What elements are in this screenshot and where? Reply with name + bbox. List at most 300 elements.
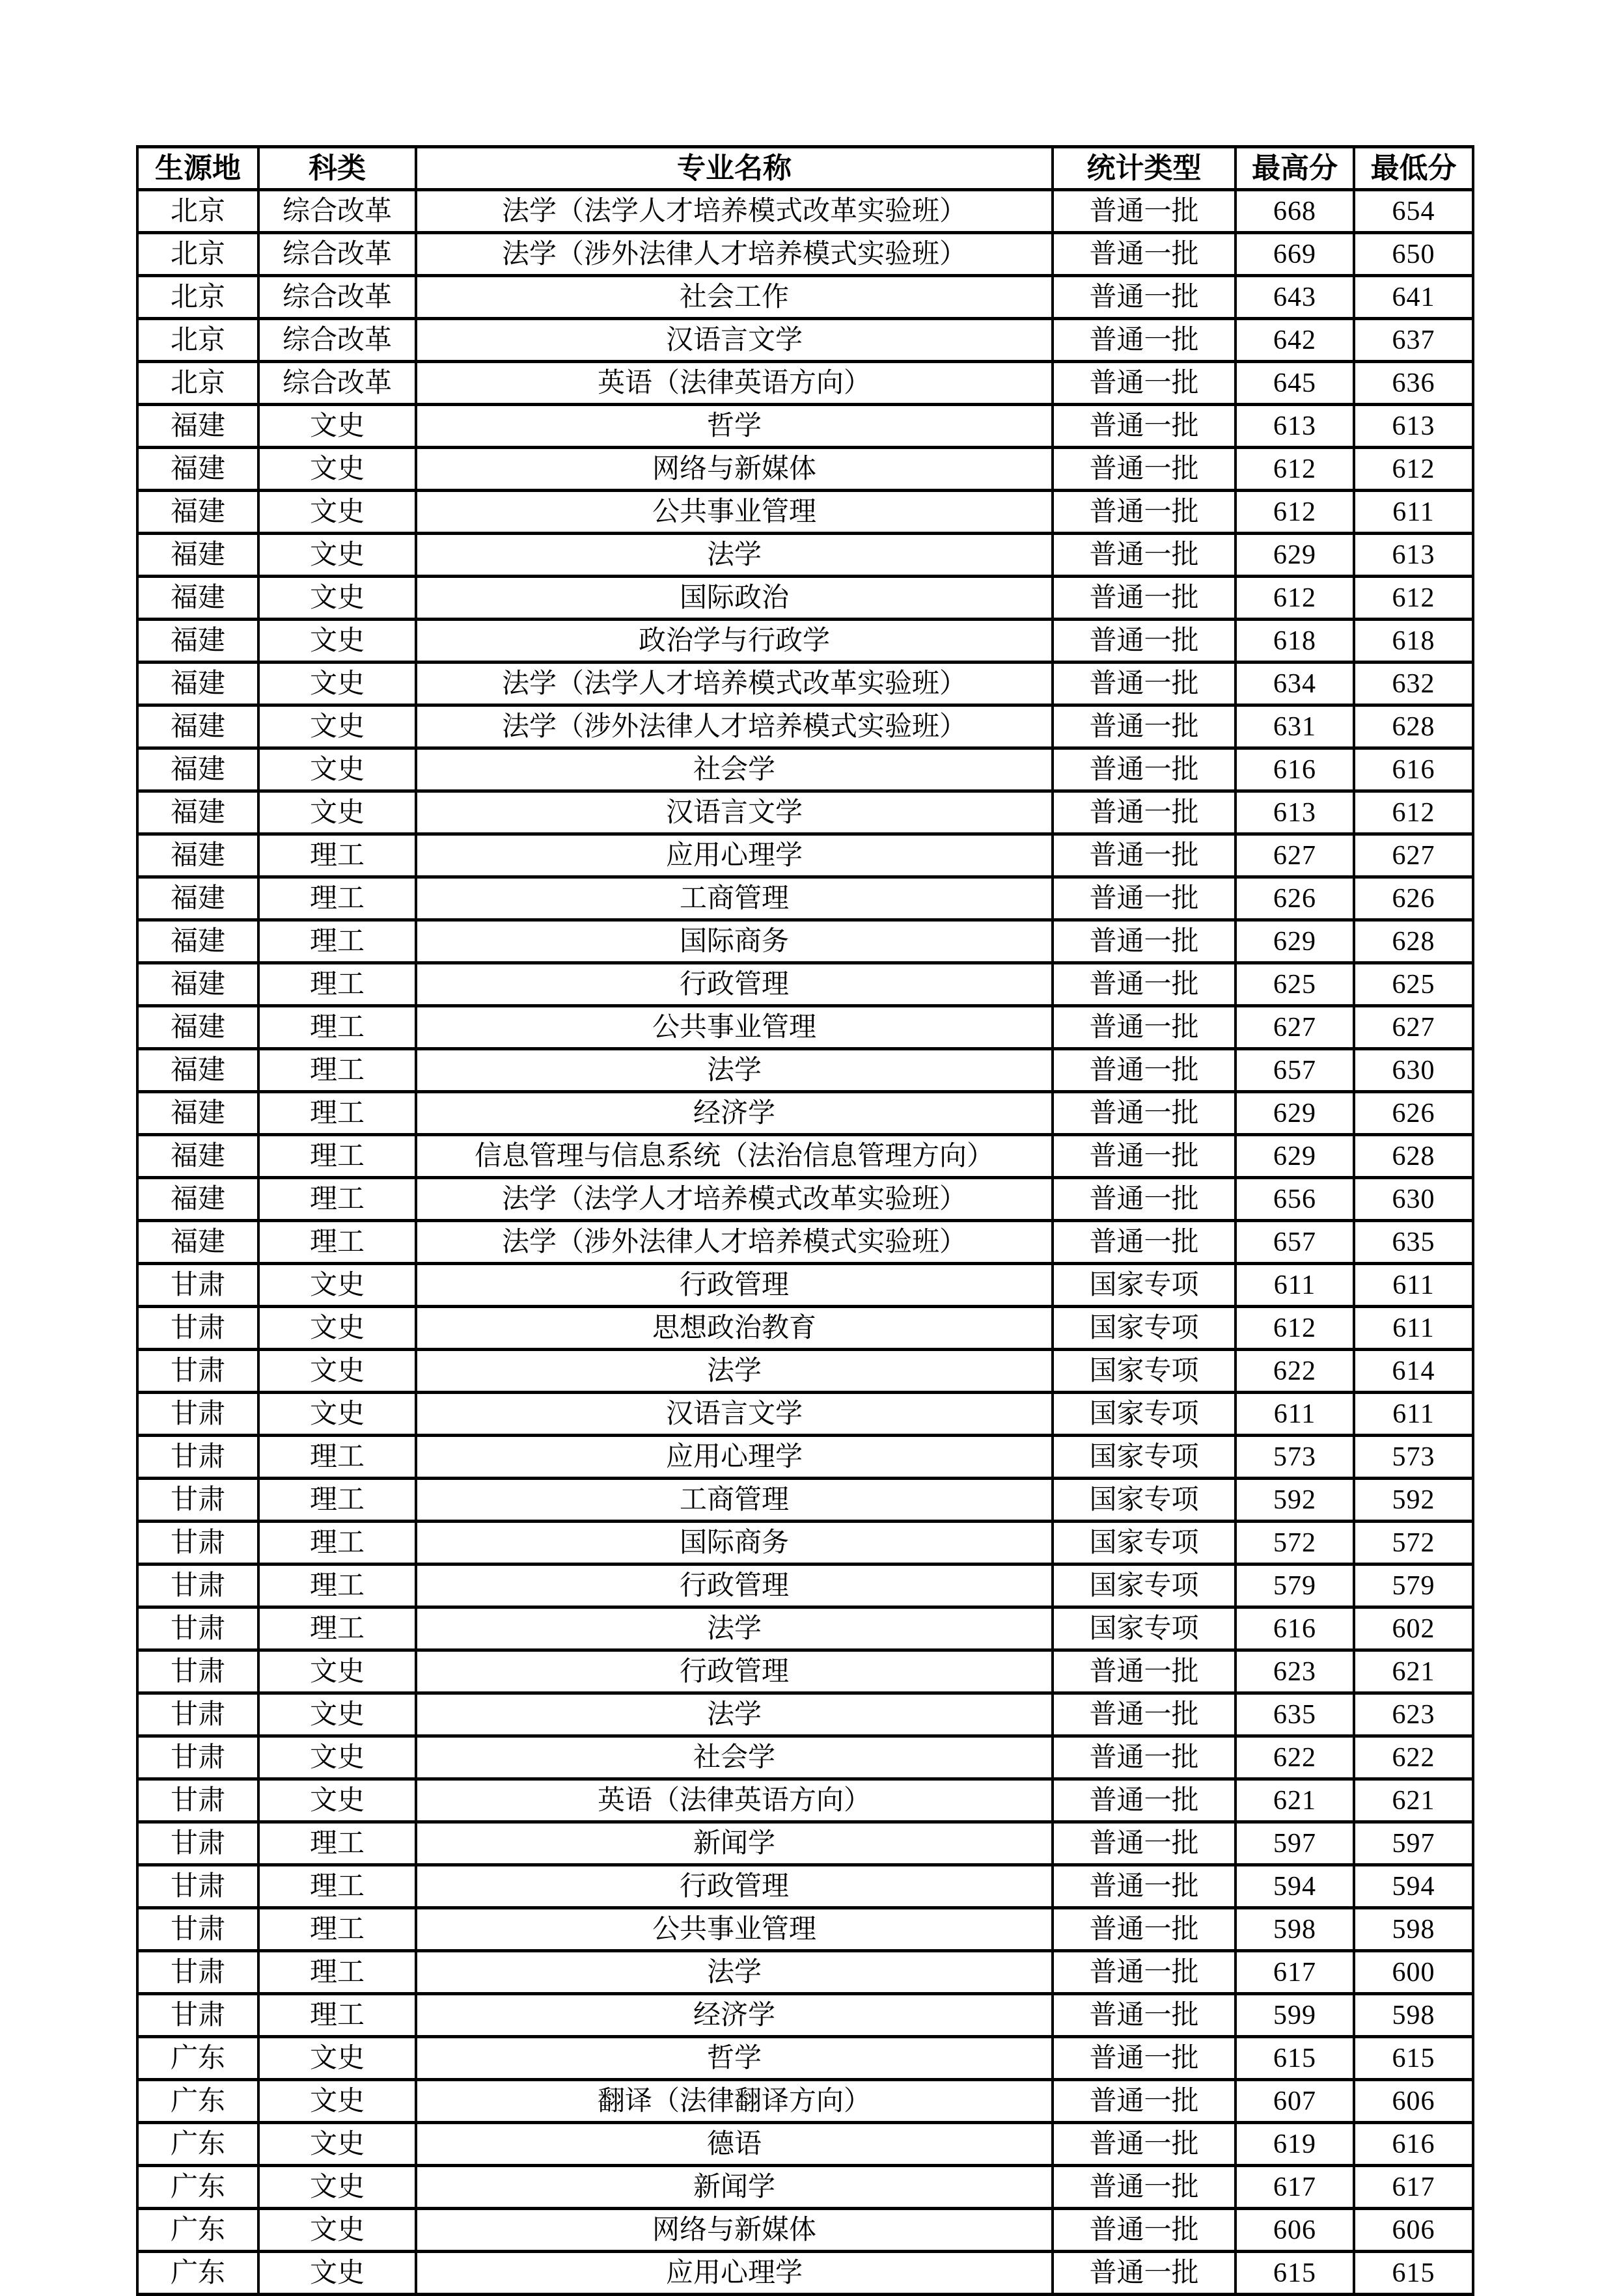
- cell-major: 法学（法学人才培养模式改革实验班）: [416, 1178, 1053, 1221]
- cell-min-score: 621: [1354, 1779, 1473, 1822]
- table-row: [137, 1307, 1473, 1350]
- cell-province: 广东: [137, 2037, 258, 2080]
- table-row: [137, 1607, 1473, 1650]
- cell-category: 文史: [258, 1307, 416, 1350]
- cell-min-score: 617: [1354, 2166, 1473, 2209]
- cell-min-score: 594: [1354, 1865, 1473, 1908]
- cell-category: 文史: [258, 1264, 416, 1307]
- cell-major: 德语: [416, 2123, 1053, 2166]
- cell-max-score: 642: [1235, 319, 1354, 362]
- cell-category: 综合改革: [258, 276, 416, 319]
- cell-min-score: 626: [1354, 877, 1473, 920]
- cell-max-score: 657: [1235, 1049, 1354, 1092]
- cell-province: 甘肃: [137, 1607, 258, 1650]
- table-row: [137, 1951, 1473, 1994]
- table-row: [137, 1006, 1473, 1049]
- cell-major: 行政管理: [416, 963, 1053, 1006]
- table-row: [137, 491, 1473, 534]
- cell-max-score: 634: [1235, 663, 1354, 705]
- cell-major: 汉语言文学: [416, 1393, 1053, 1436]
- cell-category: 文史: [258, 577, 416, 620]
- cell-major: 法学: [416, 1350, 1053, 1393]
- cell-category: 文史: [258, 1779, 416, 1822]
- cell-stat-type: 国家专项: [1053, 1350, 1235, 1393]
- cell-category: 文史: [258, 663, 416, 705]
- cell-max-score: 625: [1235, 963, 1354, 1006]
- cell-min-score: 613: [1354, 534, 1473, 577]
- cell-province: 甘肃: [137, 1951, 258, 1994]
- cell-min-score: 614: [1354, 1350, 1473, 1393]
- cell-province: 北京: [137, 190, 258, 233]
- cell-stat-type: 普通一批: [1053, 2252, 1235, 2295]
- cell-min-score: 641: [1354, 276, 1473, 319]
- cell-max-score: 618: [1235, 620, 1354, 663]
- cell-max-score: 613: [1235, 405, 1354, 448]
- cell-min-score: 625: [1354, 963, 1473, 1006]
- cell-max-score: 622: [1235, 1736, 1354, 1779]
- cell-category: 综合改革: [258, 319, 416, 362]
- cell-min-score: 616: [1354, 2123, 1473, 2166]
- cell-major: 行政管理: [416, 1264, 1053, 1307]
- cell-stat-type: 普通一批: [1053, 663, 1235, 705]
- cell-stat-type: 普通一批: [1053, 1951, 1235, 1994]
- cell-min-score: 606: [1354, 2080, 1473, 2123]
- cell-province: 北京: [137, 276, 258, 319]
- cell-category: 文史: [258, 1650, 416, 1693]
- cell-min-score: 612: [1354, 448, 1473, 491]
- cell-max-score: 645: [1235, 362, 1354, 405]
- table-row: [137, 319, 1473, 362]
- cell-min-score: 630: [1354, 1178, 1473, 1221]
- cell-province: 甘肃: [137, 1779, 258, 1822]
- cell-major: 思想政治教育: [416, 1307, 1053, 1350]
- cell-province: 福建: [137, 748, 258, 791]
- cell-category: 理工: [258, 963, 416, 1006]
- cell-min-score: 628: [1354, 1135, 1473, 1178]
- column-header-max-score: 最高分: [1235, 147, 1354, 190]
- cell-stat-type: 普通一批: [1053, 319, 1235, 362]
- cell-major: 汉语言文学: [416, 319, 1053, 362]
- cell-province: 甘肃: [137, 1650, 258, 1693]
- cell-min-score: 654: [1354, 190, 1473, 233]
- cell-category: 文史: [258, 748, 416, 791]
- cell-major: 法学: [416, 1049, 1053, 1092]
- cell-category: 文史: [258, 620, 416, 663]
- cell-category: 文史: [258, 1736, 416, 1779]
- cell-major: 法学（涉外法律人才培养模式实验班）: [416, 705, 1053, 748]
- cell-min-score: 623: [1354, 1693, 1473, 1736]
- cell-province: 福建: [137, 920, 258, 963]
- table-row: [137, 1479, 1473, 1522]
- cell-max-score: 612: [1235, 448, 1354, 491]
- cell-stat-type: 普通一批: [1053, 2037, 1235, 2080]
- cell-max-score: 611: [1235, 1264, 1354, 1307]
- cell-min-score: 572: [1354, 1522, 1473, 1565]
- cell-min-score: 630: [1354, 1049, 1473, 1092]
- table-row: [137, 1092, 1473, 1135]
- cell-category: 文史: [258, 2252, 416, 2295]
- cell-major: 应用心理学: [416, 2252, 1053, 2295]
- table-row: [137, 190, 1473, 233]
- cell-province: 甘肃: [137, 1736, 258, 1779]
- cell-province: 福建: [137, 577, 258, 620]
- cell-major: 英语（法律英语方向）: [416, 362, 1053, 405]
- cell-stat-type: 普通一批: [1053, 534, 1235, 577]
- cell-major: 法学: [416, 534, 1053, 577]
- cell-major: 工商管理: [416, 1479, 1053, 1522]
- cell-max-score: 629: [1235, 534, 1354, 577]
- cell-stat-type: 普通一批: [1053, 491, 1235, 534]
- cell-major: 网络与新媒体: [416, 448, 1053, 491]
- cell-max-score: 579: [1235, 1565, 1354, 1607]
- cell-max-score: 657: [1235, 1221, 1354, 1264]
- table-row: [137, 1049, 1473, 1092]
- column-header-major: 专业名称: [416, 147, 1053, 190]
- cell-province: 福建: [137, 405, 258, 448]
- cell-stat-type: 国家专项: [1053, 1565, 1235, 1607]
- cell-stat-type: 国家专项: [1053, 1607, 1235, 1650]
- cell-category: 文史: [258, 2166, 416, 2209]
- cell-max-score: 573: [1235, 1436, 1354, 1479]
- cell-max-score: 668: [1235, 190, 1354, 233]
- cell-province: 福建: [137, 620, 258, 663]
- cell-province: 甘肃: [137, 1908, 258, 1951]
- cell-min-score: 606: [1354, 2209, 1473, 2252]
- table-row: [137, 2037, 1473, 2080]
- table-row: [137, 920, 1473, 963]
- cell-min-score: 618: [1354, 620, 1473, 663]
- cell-major: 国际商务: [416, 920, 1053, 963]
- cell-major: 经济学: [416, 1092, 1053, 1135]
- cell-stat-type: 普通一批: [1053, 1779, 1235, 1822]
- cell-min-score: 628: [1354, 705, 1473, 748]
- cell-province: 福建: [137, 448, 258, 491]
- cell-category: 理工: [258, 1607, 416, 1650]
- cell-province: 甘肃: [137, 1693, 258, 1736]
- cell-category: 理工: [258, 1006, 416, 1049]
- cell-major: 国际政治: [416, 577, 1053, 620]
- cell-province: 福建: [137, 1135, 258, 1178]
- cell-min-score: 598: [1354, 1994, 1473, 2037]
- table-row: [137, 233, 1473, 276]
- cell-max-score: 621: [1235, 1779, 1354, 1822]
- cell-stat-type: 国家专项: [1053, 1522, 1235, 1565]
- cell-category: 文史: [258, 2080, 416, 2123]
- cell-stat-type: 国家专项: [1053, 1436, 1235, 1479]
- cell-stat-type: 普通一批: [1053, 1994, 1235, 2037]
- cell-category: 理工: [258, 1135, 416, 1178]
- cell-category: 文史: [258, 491, 416, 534]
- cell-category: 文史: [258, 2037, 416, 2080]
- cell-min-score: 626: [1354, 1092, 1473, 1135]
- table-row: [137, 1264, 1473, 1307]
- cell-stat-type: 普通一批: [1053, 1822, 1235, 1865]
- column-header-min-score: 最低分: [1354, 147, 1473, 190]
- table-row: [137, 1522, 1473, 1565]
- column-header-province: 生源地: [137, 147, 258, 190]
- cell-stat-type: 普通一批: [1053, 2123, 1235, 2166]
- cell-province: 甘肃: [137, 1350, 258, 1393]
- cell-category: 理工: [258, 1221, 416, 1264]
- cell-category: 文史: [258, 405, 416, 448]
- cell-major: 应用心理学: [416, 834, 1053, 877]
- cell-province: 甘肃: [137, 1307, 258, 1350]
- cell-stat-type: 普通一批: [1053, 834, 1235, 877]
- cell-min-score: 621: [1354, 1650, 1473, 1693]
- cell-stat-type: 普通一批: [1053, 1006, 1235, 1049]
- cell-province: 广东: [137, 2252, 258, 2295]
- cell-major: 网络与新媒体: [416, 2209, 1053, 2252]
- cell-min-score: 611: [1354, 1264, 1473, 1307]
- admission-scores-table: [136, 145, 1474, 2296]
- cell-category: 理工: [258, 1049, 416, 1092]
- table-row: [137, 1350, 1473, 1393]
- cell-province: 甘肃: [137, 1822, 258, 1865]
- cell-min-score: 611: [1354, 1393, 1473, 1436]
- cell-stat-type: 普通一批: [1053, 233, 1235, 276]
- table-row: [137, 620, 1473, 663]
- cell-min-score: 611: [1354, 1307, 1473, 1350]
- cell-max-score: 631: [1235, 705, 1354, 748]
- cell-max-score: 611: [1235, 1393, 1354, 1436]
- cell-major: 英语（法律英语方向）: [416, 1779, 1053, 1822]
- table-row: [137, 2209, 1473, 2252]
- table-row: [137, 2252, 1473, 2295]
- cell-province: 广东: [137, 2080, 258, 2123]
- cell-category: 理工: [258, 1822, 416, 1865]
- cell-stat-type: 普通一批: [1053, 1221, 1235, 1264]
- cell-province: 福建: [137, 1006, 258, 1049]
- cell-province: 福建: [137, 963, 258, 1006]
- cell-province: 北京: [137, 233, 258, 276]
- cell-province: 福建: [137, 663, 258, 705]
- cell-major: 社会工作: [416, 276, 1053, 319]
- table-row: [137, 791, 1473, 834]
- cell-major: 汉语言文学: [416, 791, 1053, 834]
- cell-province: 北京: [137, 362, 258, 405]
- table-row: [137, 448, 1473, 491]
- cell-min-score: 592: [1354, 1479, 1473, 1522]
- cell-max-score: 612: [1235, 577, 1354, 620]
- table-row: [137, 1822, 1473, 1865]
- cell-major: 法学（涉外法律人才培养模式实验班）: [416, 233, 1053, 276]
- cell-major: 哲学: [416, 405, 1053, 448]
- cell-province: 福建: [137, 1221, 258, 1264]
- cell-stat-type: 普通一批: [1053, 705, 1235, 748]
- cell-max-score: 629: [1235, 1092, 1354, 1135]
- cell-min-score: 615: [1354, 2252, 1473, 2295]
- cell-stat-type: 普通一批: [1053, 2166, 1235, 2209]
- cell-major: 社会学: [416, 1736, 1053, 1779]
- cell-min-score: 616: [1354, 748, 1473, 791]
- table-row: [137, 2166, 1473, 2209]
- table-row: [137, 834, 1473, 877]
- cell-max-score: 616: [1235, 748, 1354, 791]
- cell-major: 哲学: [416, 2037, 1053, 2080]
- table-row: [137, 1865, 1473, 1908]
- table-row: [137, 1908, 1473, 1951]
- cell-min-score: 636: [1354, 362, 1473, 405]
- cell-max-score: 622: [1235, 1350, 1354, 1393]
- cell-category: 文史: [258, 791, 416, 834]
- cell-min-score: 627: [1354, 1006, 1473, 1049]
- cell-stat-type: 普通一批: [1053, 1092, 1235, 1135]
- cell-province: 甘肃: [137, 1264, 258, 1307]
- cell-stat-type: 国家专项: [1053, 1479, 1235, 1522]
- table-row: [137, 577, 1473, 620]
- cell-max-score: 617: [1235, 1951, 1354, 1994]
- cell-province: 广东: [137, 2209, 258, 2252]
- cell-max-score: 619: [1235, 2123, 1354, 2166]
- cell-major: 国际商务: [416, 1522, 1053, 1565]
- cell-category: 文史: [258, 2123, 416, 2166]
- cell-max-score: 643: [1235, 276, 1354, 319]
- table-row: [137, 963, 1473, 1006]
- cell-province: 甘肃: [137, 1994, 258, 2037]
- cell-category: 理工: [258, 1178, 416, 1221]
- cell-min-score: 627: [1354, 834, 1473, 877]
- cell-category: 理工: [258, 1951, 416, 1994]
- cell-max-score: 626: [1235, 877, 1354, 920]
- cell-max-score: 669: [1235, 233, 1354, 276]
- cell-max-score: 612: [1235, 1307, 1354, 1350]
- cell-province: 广东: [137, 2166, 258, 2209]
- cell-stat-type: 国家专项: [1053, 1264, 1235, 1307]
- cell-stat-type: 普通一批: [1053, 362, 1235, 405]
- cell-province: 福建: [137, 1178, 258, 1221]
- cell-province: 福建: [137, 705, 258, 748]
- cell-max-score: 615: [1235, 2252, 1354, 2295]
- table-row: [137, 1693, 1473, 1736]
- cell-stat-type: 普通一批: [1053, 920, 1235, 963]
- table-row: [137, 1779, 1473, 1822]
- cell-stat-type: 普通一批: [1053, 1650, 1235, 1693]
- cell-min-score: 573: [1354, 1436, 1473, 1479]
- cell-province: 福建: [137, 1049, 258, 1092]
- cell-stat-type: 普通一批: [1053, 963, 1235, 1006]
- cell-category: 理工: [258, 1479, 416, 1522]
- cell-province: 甘肃: [137, 1436, 258, 1479]
- cell-stat-type: 国家专项: [1053, 1307, 1235, 1350]
- cell-major: 行政管理: [416, 1565, 1053, 1607]
- cell-stat-type: 普通一批: [1053, 190, 1235, 233]
- cell-min-score: 622: [1354, 1736, 1473, 1779]
- cell-category: 理工: [258, 1994, 416, 2037]
- cell-major: 新闻学: [416, 2166, 1053, 2209]
- cell-major: 翻译（法律翻译方向）: [416, 2080, 1053, 2123]
- cell-max-score: 627: [1235, 834, 1354, 877]
- cell-stat-type: 普通一批: [1053, 276, 1235, 319]
- cell-major: 法学: [416, 1693, 1053, 1736]
- table-body: [137, 190, 1473, 2295]
- cell-stat-type: 普通一批: [1053, 1049, 1235, 1092]
- cell-category: 文史: [258, 1693, 416, 1736]
- cell-stat-type: 普通一批: [1053, 2209, 1235, 2252]
- cell-stat-type: 普通一批: [1053, 791, 1235, 834]
- cell-max-score: 613: [1235, 791, 1354, 834]
- cell-category: 文史: [258, 534, 416, 577]
- column-header-stat-type: 统计类型: [1053, 147, 1235, 190]
- cell-major: 法学: [416, 1951, 1053, 1994]
- cell-min-score: 612: [1354, 577, 1473, 620]
- cell-major: 公共事业管理: [416, 1908, 1053, 1951]
- cell-min-score: 612: [1354, 791, 1473, 834]
- table-row: [137, 276, 1473, 319]
- cell-max-score: 615: [1235, 2037, 1354, 2080]
- cell-max-score: 592: [1235, 1479, 1354, 1522]
- cell-province: 北京: [137, 319, 258, 362]
- cell-stat-type: 普通一批: [1053, 1865, 1235, 1908]
- cell-major: 行政管理: [416, 1650, 1053, 1693]
- table-row: [137, 1178, 1473, 1221]
- cell-max-score: 597: [1235, 1822, 1354, 1865]
- cell-min-score: 615: [1354, 2037, 1473, 2080]
- table-row: [137, 1736, 1473, 1779]
- table-row: [137, 405, 1473, 448]
- cell-province: 福建: [137, 534, 258, 577]
- cell-major: 政治学与行政学: [416, 620, 1053, 663]
- cell-max-score: 617: [1235, 2166, 1354, 2209]
- cell-min-score: 637: [1354, 319, 1473, 362]
- cell-major: 行政管理: [416, 1865, 1053, 1908]
- table-row: [137, 2080, 1473, 2123]
- table-row: [137, 534, 1473, 577]
- cell-province: 福建: [137, 834, 258, 877]
- cell-min-score: 635: [1354, 1221, 1473, 1264]
- cell-province: 甘肃: [137, 1865, 258, 1908]
- cell-stat-type: 普通一批: [1053, 2080, 1235, 2123]
- cell-max-score: 607: [1235, 2080, 1354, 2123]
- table-row: [137, 1565, 1473, 1607]
- cell-category: 文史: [258, 1350, 416, 1393]
- cell-max-score: 606: [1235, 2209, 1354, 2252]
- table-row: [137, 362, 1473, 405]
- cell-major: 法学（法学人才培养模式改革实验班）: [416, 190, 1053, 233]
- table-row: [137, 748, 1473, 791]
- cell-major: 公共事业管理: [416, 491, 1053, 534]
- cell-stat-type: 普通一批: [1053, 748, 1235, 791]
- cell-stat-type: 普通一批: [1053, 448, 1235, 491]
- cell-stat-type: 普通一批: [1053, 577, 1235, 620]
- table-row: [137, 705, 1473, 748]
- cell-max-score: 612: [1235, 491, 1354, 534]
- cell-category: 理工: [258, 1565, 416, 1607]
- cell-category: 文史: [258, 448, 416, 491]
- cell-stat-type: 普通一批: [1053, 1736, 1235, 1779]
- cell-min-score: 632: [1354, 663, 1473, 705]
- cell-stat-type: 普通一批: [1053, 1908, 1235, 1951]
- cell-min-score: 611: [1354, 491, 1473, 534]
- table-row: [137, 1436, 1473, 1479]
- cell-major: 信息管理与信息系统（法治信息管理方向）: [416, 1135, 1053, 1178]
- cell-max-score: 598: [1235, 1908, 1354, 1951]
- cell-min-score: 598: [1354, 1908, 1473, 1951]
- cell-min-score: 597: [1354, 1822, 1473, 1865]
- table-row: [137, 1221, 1473, 1264]
- cell-province: 福建: [137, 791, 258, 834]
- table-row: [137, 2123, 1473, 2166]
- table-row: [137, 877, 1473, 920]
- cell-max-score: 627: [1235, 1006, 1354, 1049]
- cell-min-score: 579: [1354, 1565, 1473, 1607]
- cell-stat-type: 普通一批: [1053, 405, 1235, 448]
- cell-min-score: 602: [1354, 1607, 1473, 1650]
- cell-province: 广东: [137, 2123, 258, 2166]
- cell-category: 文史: [258, 705, 416, 748]
- cell-max-score: 599: [1235, 1994, 1354, 2037]
- cell-category: 综合改革: [258, 362, 416, 405]
- cell-stat-type: 普通一批: [1053, 877, 1235, 920]
